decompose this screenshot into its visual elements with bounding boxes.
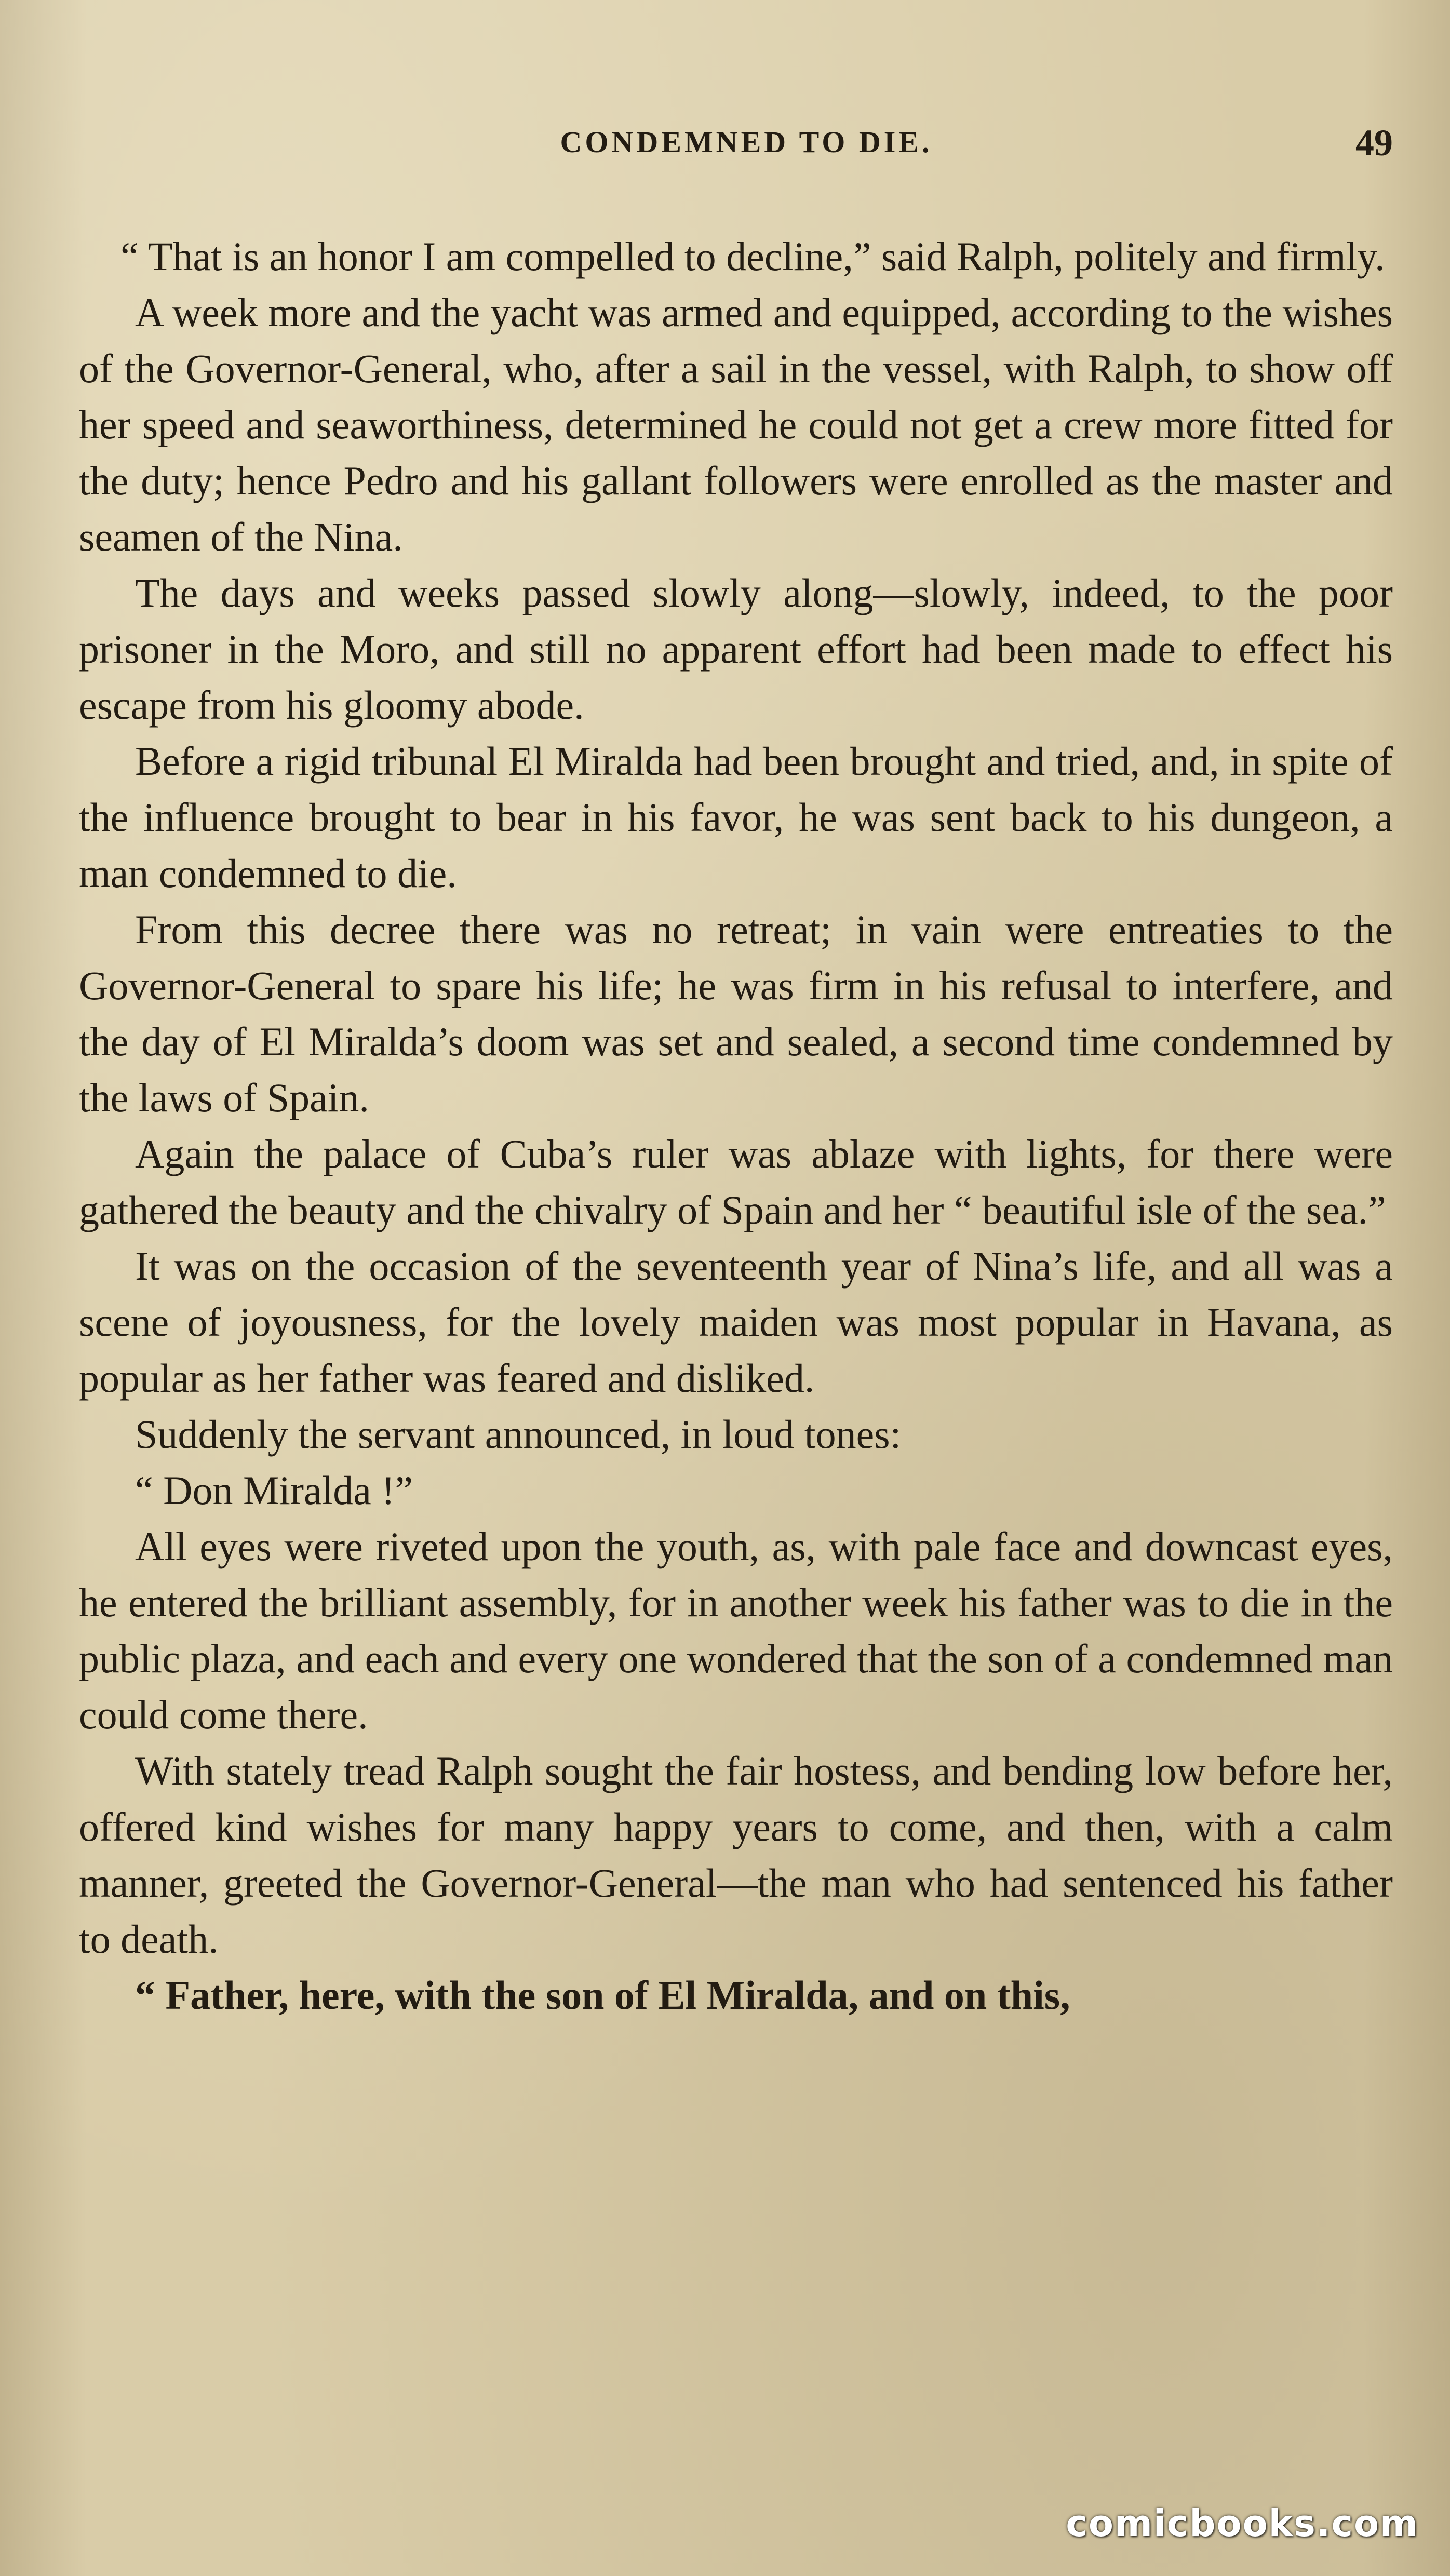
body-text <box>79 229 1393 2023</box>
paragraph: “ Don Miralda !” <box>135 1468 413 1513</box>
page-number: 49 <box>1355 122 1393 164</box>
paragraph: From this decree there was no retreat; in vain were entreaties to the Governor-General to spare his life; he was firm in his refusal to interfere, and the day of El Miralda’s doom was set and sealed, a second time condemned by the laws of Spain. <box>79 907 1393 1120</box>
paragraph: “ Father, here, with the son of El Miralda, and on this, <box>135 1973 1070 2018</box>
page-header <box>79 122 1393 171</box>
paragraph: All eyes were riveted upon the youth, as, with pale face and downcast eyes, he entered the brilliant assembly, for in another week his father was to die in the public plaza, and each and every one wondered that the son of a condemned man could come there. <box>79 1524 1393 1737</box>
paragraph: Before a rigid tribunal El Miralda had been brought and tried, and, in spite of the influence brought to bear in his favor, he was sent back to his dungeon, a man condemned to die. <box>79 739 1393 896</box>
running-title: CONDEMNED TO DIE. <box>560 125 933 159</box>
paragraph: With stately tread Ralph sought the fair hostess, and bending low before her, offered kind wishes for many happy years to come, and then, with a calm manner, greeted the Governor-General—the man who had sentenced his father to death. <box>79 1748 1393 1962</box>
paragraph: It was on the occasion of the seventeenth year of Nina’s life, and all was a scene of joyousness, for the lovely maiden was most popular in Havana, as popular as her father was feared and disliked. <box>79 1243 1393 1401</box>
paragraph: Again the palace of Cuba’s ruler was ablaze with lights, for there were gathered the beauty and the chivalry of Spain and her “ beautiful isle of the sea.” <box>79 1131 1393 1232</box>
paragraph: The days and weeks passed slowly along—slowly, indeed, to the poor prisoner in the Moro, and still no apparent effort had been made to effect his escape from his gloomy abode. <box>79 570 1393 728</box>
paragraph: Suddenly the servant announced, in loud tones: <box>135 1412 902 1457</box>
paragraph: A week more and the yacht was armed and equipped, according to the wishes of the Governor-General, who, after a sail in the vessel, with Ralph, to show off her speed and seaworthiness, determined he could not get a crew more fitted for the duty; hence Pedro and his gallant followers were enrolled as the master and seamen of the Nina. <box>79 290 1393 559</box>
paragraph: “ That is an honor I am compelled to decline,” said Ralph, politely and firmly. <box>120 234 1385 279</box>
watermark: comicbooks.com <box>1066 2502 1419 2545</box>
